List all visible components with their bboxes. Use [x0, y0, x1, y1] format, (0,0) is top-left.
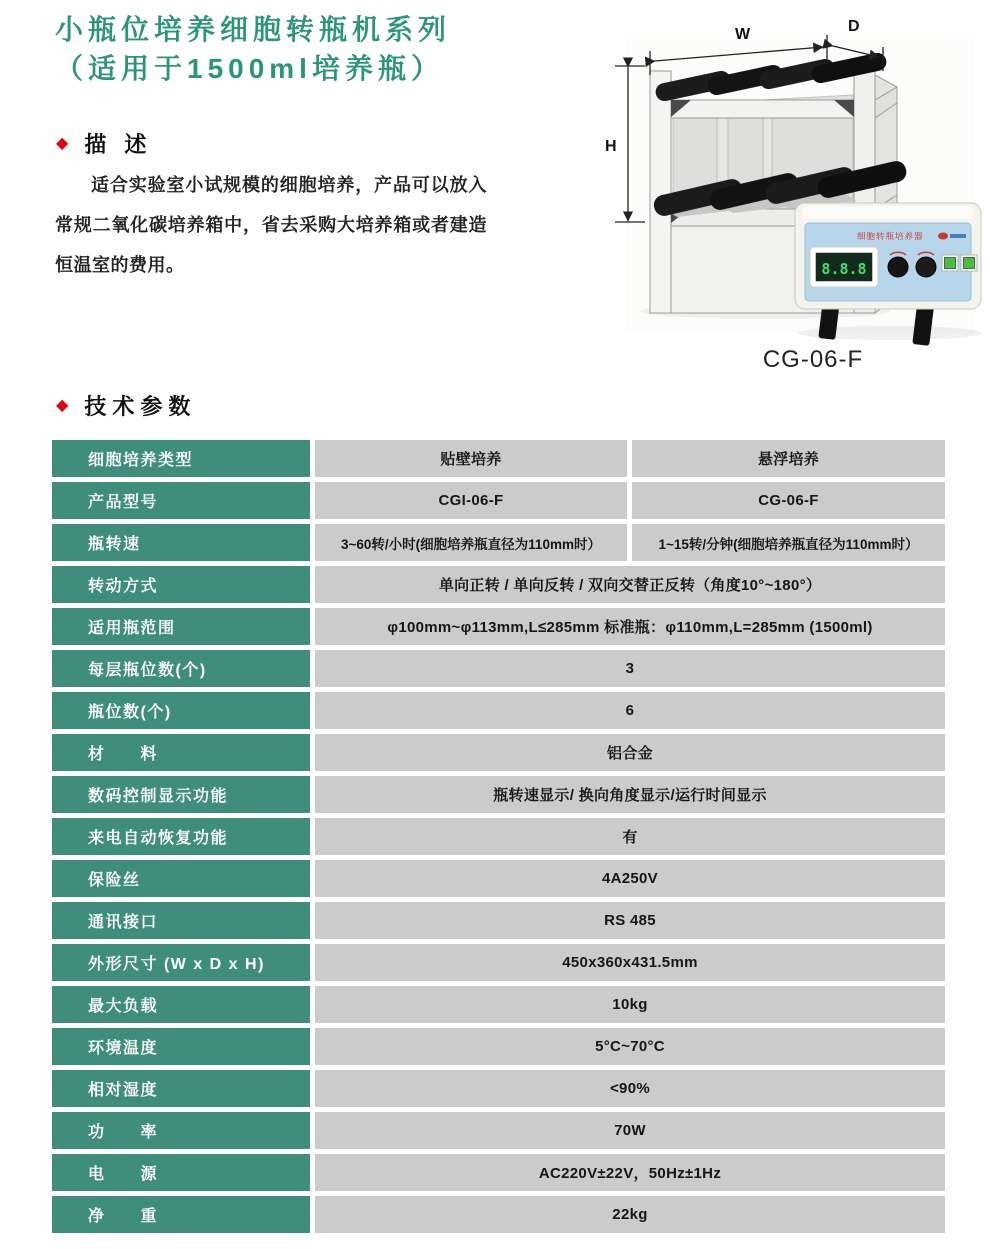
spec-value: 有	[315, 818, 945, 855]
diamond-bullet-icon: ◆	[56, 134, 69, 152]
dimension-w-label: W	[735, 26, 751, 43]
spec-row	[52, 650, 945, 687]
diamond-bullet-icon: ◆	[56, 396, 69, 414]
controller-logo-text	[950, 234, 966, 238]
spec-label: 外形尺寸 (W x D x H)	[52, 944, 310, 981]
page-title	[55, 10, 451, 88]
spec-row	[52, 1154, 945, 1191]
specs-section-heading	[56, 390, 196, 421]
page-title-line2: （适用于1500ml培养瓶）	[55, 53, 444, 84]
product-photo	[595, 5, 987, 375]
description-section-heading	[56, 128, 152, 159]
spec-value: 瓶转速显示/ 换向角度显示/运行时间显示	[315, 776, 945, 813]
spec-value: 4A250V	[315, 860, 945, 897]
digital-display[interactable]: 8.8.8	[821, 260, 867, 278]
specs-heading: 技术参数	[84, 394, 197, 419]
spec-row	[52, 734, 945, 771]
spec-row	[52, 524, 945, 561]
knob-right[interactable]	[916, 257, 936, 277]
spec-value-col2: 1~15转/分钟(细胞培养瓶直径为110mm时）	[632, 524, 945, 561]
spec-value: 70W	[315, 1112, 945, 1149]
spec-row	[52, 1112, 945, 1149]
dimension-h-label: H	[605, 138, 617, 155]
button-right[interactable]	[964, 258, 975, 269]
spec-label: 功 率	[52, 1112, 310, 1149]
spec-label: 转动方式	[52, 566, 310, 603]
spec-label: 瓶位数(个)	[52, 692, 310, 729]
spec-label: 最大负载	[52, 986, 310, 1023]
spec-label: 数码控制显示功能	[52, 776, 310, 813]
spec-value-col1: 贴壁培养	[315, 440, 627, 477]
spec-row	[52, 1196, 945, 1233]
spec-label: 保险丝	[52, 860, 310, 897]
page-title-line1: 小瓶位培养细胞转瓶机系列	[55, 14, 452, 45]
machine-illustration	[595, 5, 987, 375]
button-left[interactable]	[945, 258, 956, 269]
spec-row	[52, 692, 945, 729]
controller-logo-icon	[938, 233, 948, 240]
specs-table	[52, 440, 945, 1238]
spec-value: 铝合金	[315, 734, 945, 771]
spec-label: 瓶转速	[52, 524, 310, 561]
controller-panel-title: 细胞转瓶培养器	[857, 231, 924, 241]
spec-label: 净 重	[52, 1196, 310, 1233]
description-body: 适合实验室小试规模的细胞培养，产品可以放入常规二氧化碳培养箱中，省去采购大培养箱或者建造恒温室的费用。	[55, 175, 487, 275]
spec-label: 来电自动恢复功能	[52, 818, 310, 855]
spec-value: 450x360x431.5mm	[315, 944, 945, 981]
spec-row	[52, 1070, 945, 1107]
spec-label: 环境温度	[52, 1028, 310, 1065]
spec-label: 电 源	[52, 1154, 310, 1191]
spec-row	[52, 986, 945, 1023]
spec-row	[52, 860, 945, 897]
spec-row	[52, 482, 945, 519]
spec-value: 5°C~70°C	[315, 1028, 945, 1065]
spec-value-col1: 3~60转/小时(细胞培养瓶直径为110mm时）	[315, 524, 627, 561]
spec-row	[52, 440, 945, 477]
spec-value: 3	[315, 650, 945, 687]
spec-row	[52, 818, 945, 855]
spec-label: 每层瓶位数(个)	[52, 650, 310, 687]
spec-value: RS 485	[315, 902, 945, 939]
model-label: CG-06-F	[762, 346, 864, 373]
spec-row	[52, 944, 945, 981]
spec-label: 相对湿度	[52, 1070, 310, 1107]
spec-row	[52, 776, 945, 813]
dimension-d-label: D	[848, 18, 860, 35]
spec-label: 产品型号	[52, 482, 310, 519]
spec-label: 材 料	[52, 734, 310, 771]
spec-row	[52, 902, 945, 939]
spec-value-col2: 悬浮培养	[632, 440, 945, 477]
spec-value: 6	[315, 692, 945, 729]
spec-label: 适用瓶范围	[52, 608, 310, 645]
spec-value: <90%	[315, 1070, 945, 1107]
description-heading: 描 述	[84, 132, 153, 157]
spec-value: 10kg	[315, 986, 945, 1023]
spec-row	[52, 1028, 945, 1065]
spec-value-col2: CG-06-F	[632, 482, 945, 519]
spec-label: 通讯接口	[52, 902, 310, 939]
spec-value-col1: CGI-06-F	[315, 482, 627, 519]
spec-row	[52, 608, 945, 645]
spec-label: 细胞培养类型	[52, 440, 310, 477]
spec-row	[52, 566, 945, 603]
spec-value: 22kg	[315, 1196, 945, 1233]
spec-value: AC220V±22V，50Hz±1Hz	[315, 1154, 945, 1191]
spec-value: 单向正转 / 单向反转 / 双向交替正反转（角度10°~180°）	[315, 566, 945, 603]
spec-value: φ100mm~φ113mm,L≤285mm 标准瓶：φ110mm,L=285mm (1500ml)	[315, 608, 945, 645]
knob-left[interactable]	[888, 257, 908, 277]
